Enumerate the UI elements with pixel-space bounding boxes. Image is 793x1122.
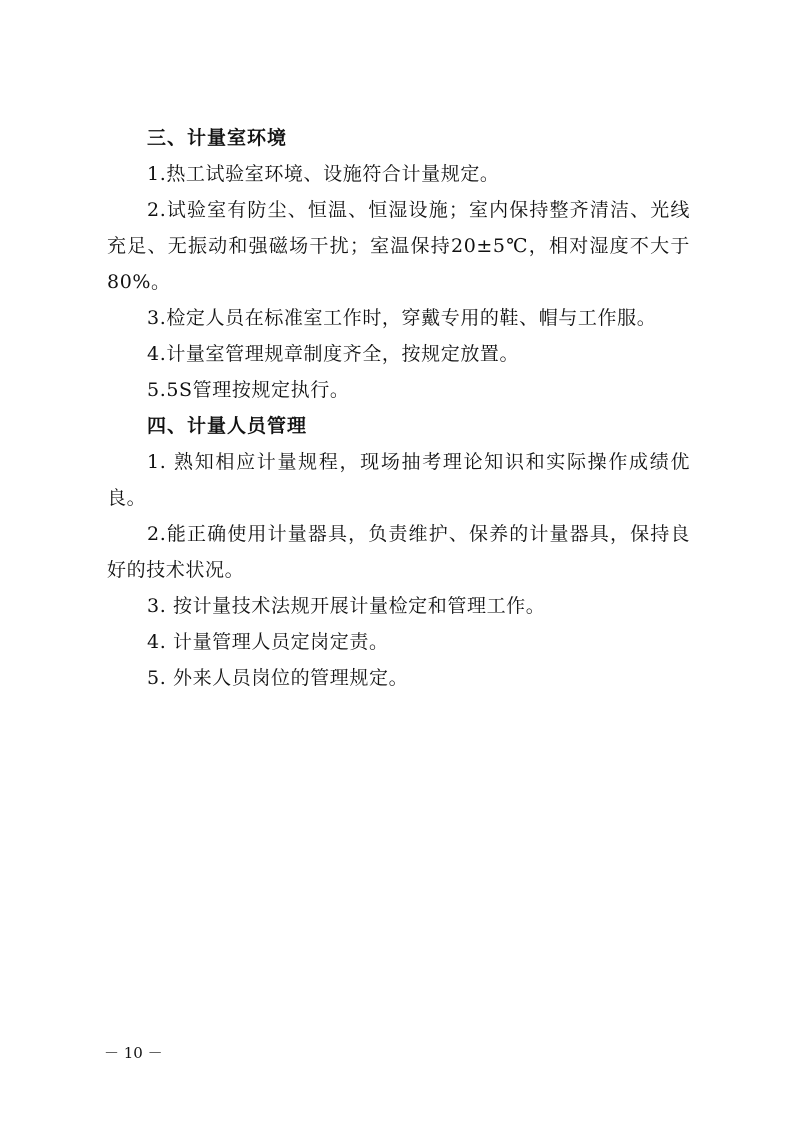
- section-heading-environment: 三、计量室环境: [147, 127, 288, 149]
- document-body: [107, 120, 690, 696]
- paragraph-env-3: 3.检定人员在标准室工作时，穿戴专用的鞋、帽与工作服。: [147, 307, 657, 329]
- paragraph-env-4: 4.计量室管理规章制度齐全，按规定放置。: [147, 343, 520, 365]
- paragraph-staff-4: 4. 计量管理人员定岗定责。: [147, 631, 389, 653]
- section-heading-personnel: 四、计量人员管理: [147, 415, 308, 437]
- paragraph-staff-5: 5. 外来人员岗位的管理规定。: [147, 667, 409, 689]
- paragraph-staff-2: 2.能正确使用计量器具，负责维护、保养的计量器具，保持良好的技术状况。: [107, 523, 690, 581]
- paragraph-staff-3: 3. 按计量技术法规开展计量检定和管理工作。: [147, 595, 546, 617]
- page-number: － 10 －: [104, 1044, 163, 1062]
- paragraph-env-2: 2.试验室有防尘、恒温、恒湿设施；室内保持整齐清洁、光线充足、无振动和强磁场干扰；室温保持20±5℃，相对湿度不大于80%。: [107, 199, 690, 293]
- paragraph-staff-1: 1. 熟知相应计量规程，现场抽考理论知识和实际操作成绩优良。: [107, 451, 690, 509]
- paragraph-env-1: 1.热工试验室环境、设施符合计量规定。: [147, 163, 500, 185]
- paragraph-env-5: 5.5S管理按规定执行。: [147, 379, 350, 401]
